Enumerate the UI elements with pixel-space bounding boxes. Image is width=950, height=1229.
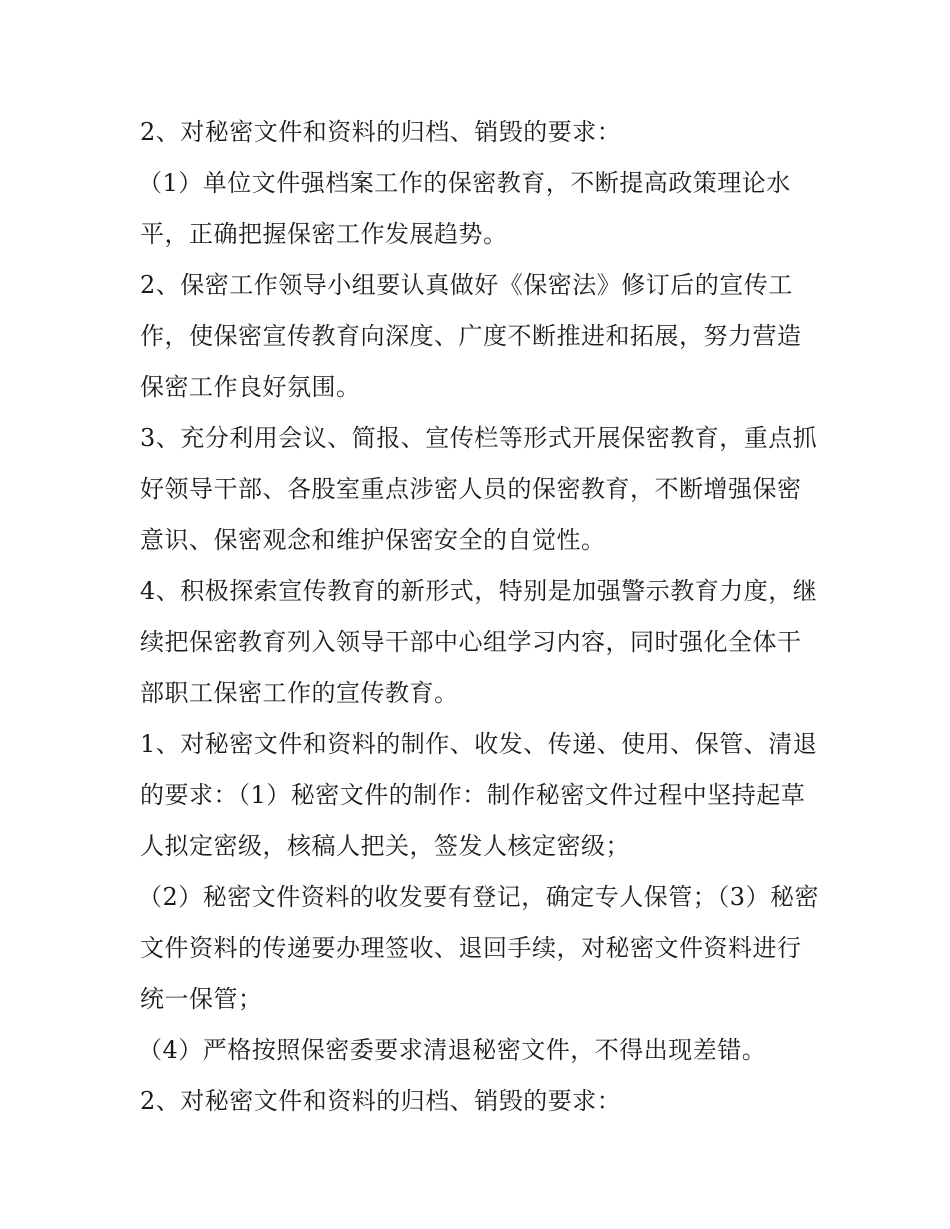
paragraph-8: （4）严格按照保密委要求清退秘密文件，不得出现差错。 — [138, 1036, 767, 1064]
paragraph-3: 2、保密工作领导小组要认真做好《保密法》修订后的宣传工作，使保密宣传教育向深度、广度不断推进和拓展，努力营造保密工作良好氛围。 — [140, 271, 802, 401]
paragraph-4: 3、充分利用会议、简报、宣传栏等形式开展保密教育，重点抓好领导干部、各股室重点涉密人员的保密教育，不断增强保密意识、保密观念和维护保密安全的自觉性。 — [140, 424, 818, 554]
paragraph-2: （1）单位文件强档案工作的保密教育，不断提高政策理论水平，正确把握保密工作发展趋势。 — [138, 169, 791, 248]
paragraph-7: （2）秘密文件资料的收发要有登记，确定专人保管；（3）秘密文件资料的传递要办理签收、退回手续，对秘密文件资料进行统一保管； — [138, 883, 820, 1013]
document-body — [140, 107, 820, 1127]
paragraph-5: 4、积极探索宣传教育的新形式，特别是加强警示教育力度，继续把保密教育列入领导干部中心组学习内容，同时强化全体干部职工保密工作的宣传教育。 — [140, 577, 818, 707]
paragraph-6: 1、对秘密文件和资料的制作、收发、传递、使用、保管、清退的要求：（1）秘密文件的制作：制作秘密文件过程中坚持起草人拟定密级，核稿人把关，签发人核定密级； — [140, 730, 818, 860]
paragraph-1: 2、对秘密文件和资料的归档、销毁的要求： — [140, 118, 622, 146]
paragraph-9: 2、对秘密文件和资料的归档、销毁的要求： — [140, 1087, 622, 1115]
